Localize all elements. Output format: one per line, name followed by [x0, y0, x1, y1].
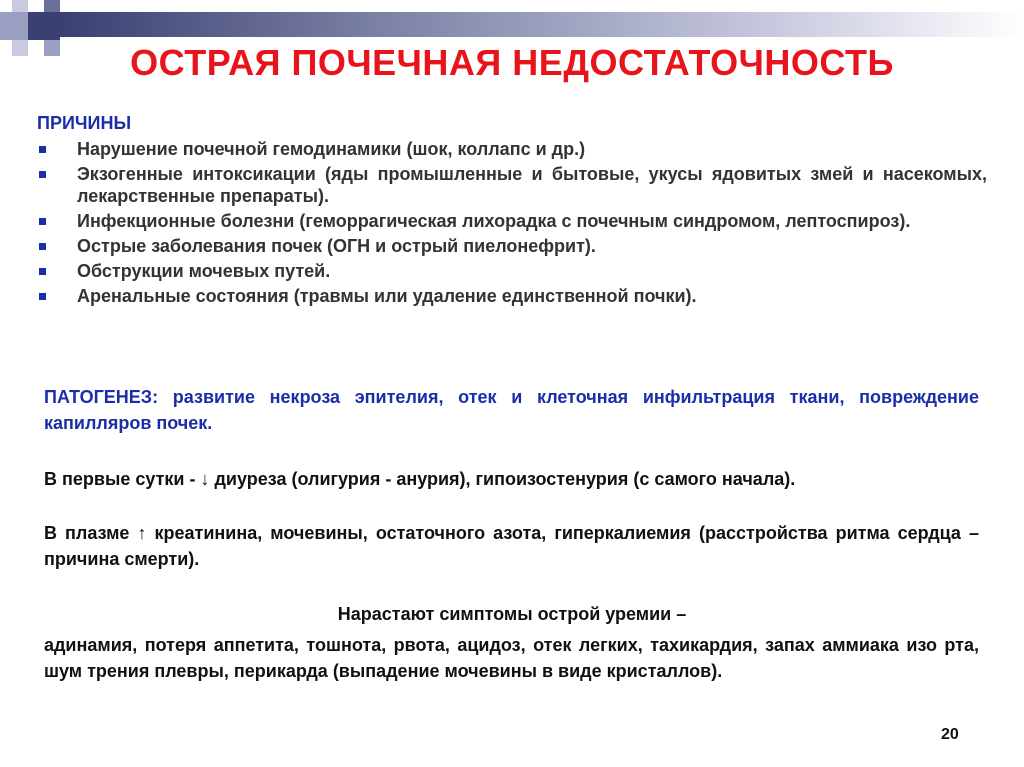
- list-item: [37, 260, 987, 282]
- first-day-text-end: диуреза (олигурия - анурия), гипоизостенурия (с самого начала).: [209, 469, 796, 489]
- square-bullet-icon: [39, 218, 46, 225]
- square-bullet-icon: [39, 171, 46, 178]
- first-day-paragraph: [44, 466, 979, 492]
- list-item-text: Обструкции мочевых путей.: [77, 261, 331, 281]
- list-item-text: Аренальные состояния (травмы или удаление единственной почки).: [77, 286, 697, 306]
- uremia-heading: Нарастают симптомы острой уремии –: [337, 604, 687, 624]
- list-item: [37, 138, 987, 160]
- list-item-text: Острые заболевания почек (ОГН и острый пиелонефрит).: [77, 236, 596, 256]
- square-bullet-icon: [39, 293, 46, 300]
- slide-title: ОСТРАЯ ПОЧЕЧНАЯ НЕДОСТАТОЧНОСТЬ: [130, 42, 894, 83]
- page-number: 20: [941, 726, 959, 743]
- first-day-text-start: В первые сутки -: [44, 469, 201, 489]
- pathogenesis-paragraph: [44, 384, 979, 436]
- list-item-text: Нарушение почечной гемодинамики (шок, коллапс и др.): [77, 139, 586, 159]
- list-item-text: Экзогенные интоксикации (яды промышленные и бытовые, укусы ядовитых змей и насекомых, лекарственные препараты).: [77, 164, 987, 206]
- causes-list: [37, 138, 987, 310]
- square-bullet-icon: [39, 146, 46, 153]
- plasma-text-end: креатинина, мочевины, остаточного азота, гиперкалиемия (расстройства ритма сердца – причина смерти).: [44, 523, 979, 569]
- arrow-up-icon: ↑: [137, 523, 147, 543]
- list-item-text: Инфекционные болезни (геморрагическая лихорадка с почечным синдромом, лептоспироз).: [77, 211, 911, 231]
- list-item: [37, 285, 987, 307]
- arrow-down-icon: ↓: [200, 469, 210, 489]
- uremia-symptoms-paragraph: адинамия, потеря аппетита, тошнота, рвота, ацидоз, отек легких, тахикардия, запах аммиака изо рта, шум трения плевры, перикарда (выпадение мочевины в виде кристаллов).: [44, 635, 979, 681]
- list-item: [37, 210, 987, 232]
- plasma-paragraph: [44, 520, 979, 572]
- causes-heading: ПРИЧИНЫ: [37, 113, 132, 133]
- pathogenesis-label: ПАТОГЕНЕЗ:: [44, 387, 159, 407]
- header-gradient-bar: [60, 12, 1024, 37]
- plasma-text-start: В плазме: [44, 523, 138, 543]
- square-bullet-icon: [39, 268, 46, 275]
- list-item: [37, 163, 987, 207]
- list-item: [37, 235, 987, 257]
- square-bullet-icon: [39, 243, 46, 250]
- pathogenesis-text: развитие некроза эпителия, отек и клеточная инфильтрация ткани, повреждение капилляров почек.: [44, 387, 979, 433]
